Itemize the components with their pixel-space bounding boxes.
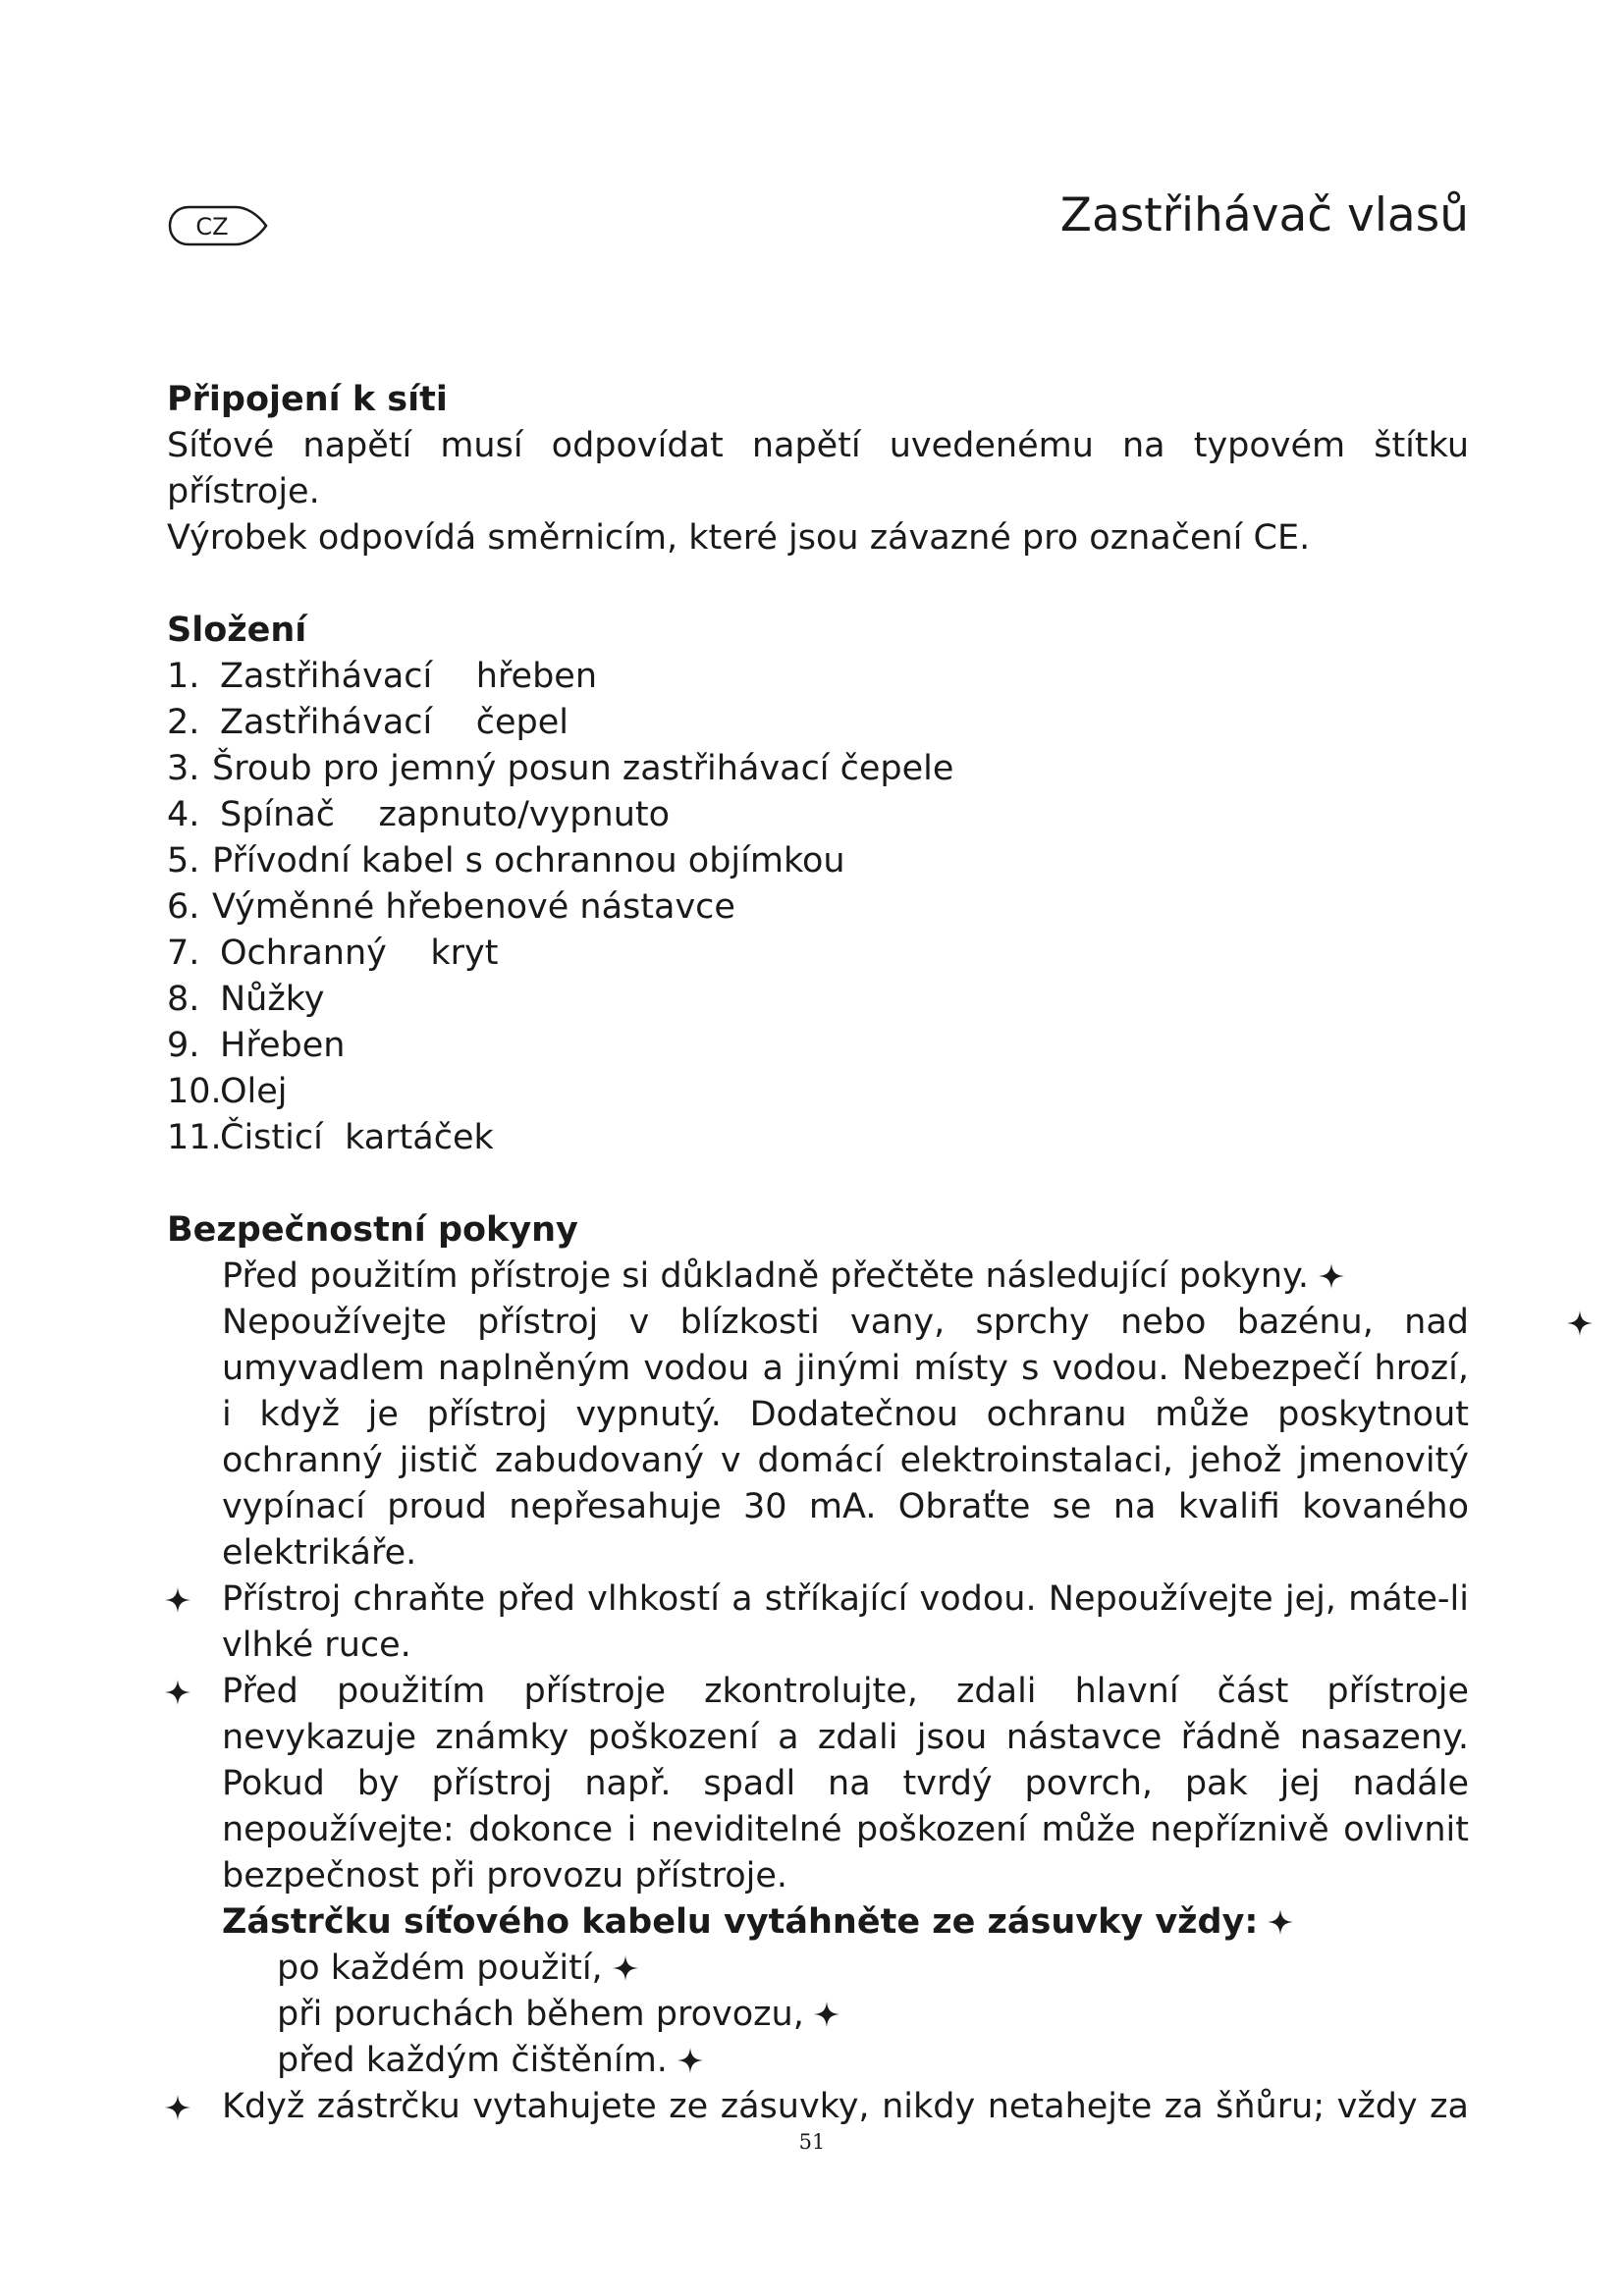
star-bullet-icon — [1319, 1263, 1344, 1289]
list-item — [167, 700, 1469, 746]
list-item-label: Hřeben — [220, 1026, 346, 1065]
safety-heading: Bezpečnostní pokyny — [167, 1210, 578, 1250]
page-title: Zastřihávač vlasů — [1059, 188, 1469, 242]
list-item-label: Šroub pro jemný posun zastřihávací čepele — [212, 749, 954, 788]
safety-item-water-text: Nepoužívejte přístroj v blízkosti vany, sprchy nebo bazénu, nad umyvadlem naplněným vodou a jinými místy s vodou. Nebezpečí hrozí, i když je přístroj vypnutý. Dodatečnou ochranu může poskytnout ochranný jistič zabudovaný v domácí elektroinstalaci, jehož jmenovitý vypínací proud nepřesahuje 30 mA. Obraťte se na kvalifi kovaného elektrikáře. — [222, 1303, 1469, 1573]
list-item-label: Zastřihávací čepel — [220, 703, 569, 742]
safety-item-water — [222, 1300, 1469, 1576]
connection-text-ce: Výrobek odpovídá směrnicím, které jsou závazné pro označení CE. — [167, 518, 1311, 558]
list-item-label: Ochranný kryt — [220, 934, 499, 973]
list-item-label: Nůžky — [220, 980, 325, 1019]
unplug-heading — [222, 1899, 1469, 1946]
list-item — [277, 1992, 1469, 2038]
connection-heading: Připojení k síti — [167, 380, 448, 419]
unplug-item-text: před každým čištěním. — [277, 2041, 668, 2080]
unplug-item-text: při poruchách během provozu, — [277, 1995, 804, 2034]
page-number: 51 — [798, 2130, 826, 2154]
list-item-label: Výměnné hřebenové nástavce — [212, 887, 735, 927]
list-item-number: 7. — [167, 934, 200, 973]
list-item — [167, 792, 1469, 838]
list-item — [167, 1023, 1469, 1069]
list-item — [167, 654, 1469, 700]
list-item-number: 8. — [167, 980, 200, 1019]
list-item — [167, 746, 1469, 792]
list-item — [277, 2038, 1469, 2084]
list-item — [167, 931, 1469, 977]
composition-section — [167, 608, 1469, 1161]
language-badge-shape — [167, 204, 269, 247]
safety-intro-text: Před použitím přístroje si důkladně přečtěte následující pokyny. — [222, 1256, 1309, 1296]
star-bullet-icon — [165, 2095, 190, 2120]
connection-text-voltage: Síťové napětí musí odpovídat napětí uvedenému na typovém štítku přístroje. — [167, 426, 1469, 511]
unplug-list — [222, 1946, 1469, 2084]
parts-list — [167, 654, 1469, 1161]
list-item-number: 4. — [167, 795, 200, 834]
safety-instructions — [167, 1254, 1469, 2130]
list-item-number: 3. — [167, 749, 200, 788]
list-item — [277, 1946, 1469, 1992]
safety-item-inspection — [222, 1669, 1469, 1899]
unplug-heading-text: Zástrčku síťového kabelu vytáhněte ze zásuvky vždy: — [222, 1902, 1259, 1942]
star-bullet-icon — [165, 1680, 190, 1705]
star-bullet-icon — [165, 1587, 190, 1613]
language-badge-label: CZ — [195, 213, 229, 240]
safety-section — [167, 1207, 1469, 2130]
list-item — [167, 884, 1469, 931]
list-item-number: 2. — [167, 703, 200, 742]
safety-intro — [222, 1254, 1469, 1300]
safety-item-moisture — [222, 1576, 1469, 1669]
list-item-number: 10. — [167, 1072, 222, 1111]
list-item-label: Zastřihávací hřeben — [220, 657, 598, 696]
language-badge — [167, 204, 269, 247]
list-item-number: 11. — [167, 1118, 222, 1157]
list-item — [167, 1069, 1469, 1115]
list-item-number: 6. — [167, 887, 200, 927]
star-bullet-icon — [1268, 1909, 1293, 1935]
star-bullet-icon — [613, 1955, 638, 1981]
connection-section — [167, 377, 1469, 561]
list-item — [167, 838, 1469, 884]
list-item-label: Přívodní kabel s ochrannou objímkou — [212, 841, 845, 881]
list-item — [167, 977, 1469, 1023]
list-item — [167, 1115, 1469, 1161]
safety-item-moisture-text: Přístroj chraňte před vlhkostí a stříkající vodou. Nepoužívejte jej, máte-li vlhké ruce. — [222, 1579, 1469, 1665]
list-item-label: Spínač zapnuto/vypnuto — [220, 795, 671, 834]
safety-item-cord — [222, 2084, 1469, 2130]
star-bullet-icon — [677, 2048, 703, 2073]
list-item-number: 9. — [167, 1026, 200, 1065]
list-item-label: Olej — [220, 1072, 288, 1111]
unplug-item-text: po každém použití, — [277, 1949, 603, 1988]
safety-item-inspection-text: Před použitím přístroje zkontrolujte, zdali hlavní část přístroje nevykazuje známky poškození a zdali jsou nástavce řádně nasazeny. Pokud by přístroj např. spadl na tvrdý povrch, pak jej nadále nepoužívejte: dokonce i neviditelné poškození může nepříznivě ovlivnit bezpečnost při provozu přístroje. — [222, 1672, 1469, 1896]
composition-heading: Složení — [167, 611, 307, 650]
safety-item-cord-text: Když zástrčku vytahujete ze zásuvky, nikdy netahejte za šňůru; vždy za — [222, 2087, 1469, 2126]
list-item-label: Čisticí kartáček — [220, 1118, 494, 1157]
star-bullet-icon — [814, 2002, 839, 2027]
list-item-number: 1. — [167, 657, 200, 696]
list-item-number: 5. — [167, 841, 200, 881]
document-body — [167, 377, 1469, 2130]
star-bullet-icon — [1567, 1310, 1593, 1336]
